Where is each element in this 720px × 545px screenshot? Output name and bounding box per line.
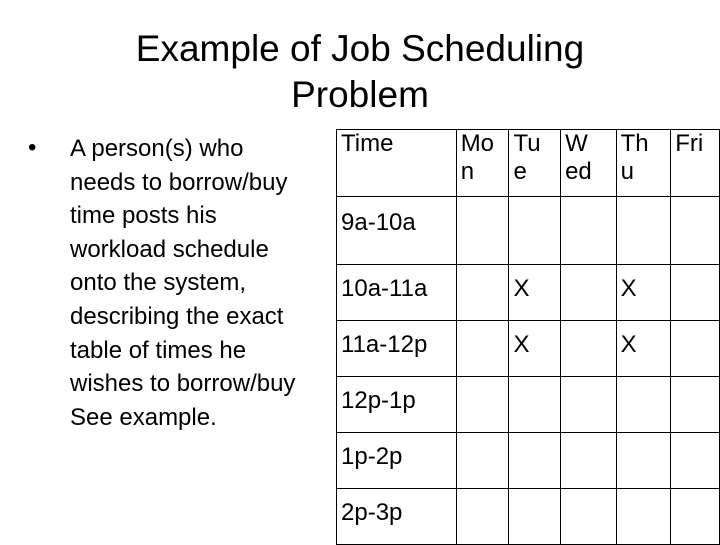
day-cell [509,197,561,265]
time-cell: 12p-1p [337,377,457,433]
table-header-row [337,130,720,197]
time-cell: 11a-12p [337,321,457,377]
day-cell [561,377,617,433]
bullet-line: needs to borrow/buy [70,168,288,196]
day-cell [616,377,671,433]
bullet-line: onto the system, [70,269,247,297]
bullet-icon: • [28,134,37,161]
day-cell [456,197,509,265]
day-cell [456,377,509,433]
day-cell [456,265,509,321]
day-cell [509,433,561,489]
day-cell: X [509,265,561,321]
day-cell [616,433,671,489]
day-cell [509,489,561,545]
header-cell-tue [509,130,561,197]
table-row [337,377,720,433]
day-cell: X [509,321,561,377]
time-cell: 9a-10a [337,197,457,265]
day-cell [561,489,617,545]
header-text: ed [565,158,592,185]
time-cell: 1p-2p [337,433,457,489]
day-cell [561,197,617,265]
slide-title-line-2: Problem [291,74,429,115]
day-cell [671,321,720,377]
header-text: e [513,158,527,185]
header-text: Time [341,130,394,157]
schedule-table [336,129,720,545]
day-cell [671,197,720,265]
bullet-line: A person(s) who [70,135,244,162]
header-text: Th [620,130,649,157]
day-cell [561,433,617,489]
header-cell-time [337,130,457,197]
header-text: u [620,158,634,185]
day-cell: X [616,321,671,377]
bullet-line: See example. [70,403,217,431]
header-text: n [460,158,475,185]
day-cell [671,377,720,433]
table-row [337,321,720,377]
header-cell-thu [616,130,671,197]
bullet-text [70,132,360,434]
header-text: W [565,130,588,157]
day-cell [616,489,671,545]
day-cell [671,489,720,545]
slide-title [0,26,720,118]
day-cell [671,265,720,321]
table-row [337,197,720,265]
day-cell [616,197,671,265]
day-cell: X [616,265,671,321]
bullet-line: table of times he [70,336,247,364]
slide-title-line-1: Example of Job Scheduling [135,28,585,69]
day-cell [561,321,617,377]
time-cell: 2p-3p [337,489,457,545]
day-cell [671,433,720,489]
bullet-line: workload schedule [70,235,269,263]
header-cell-wed [561,130,617,197]
bullet-line: wishes to borrow/buy [70,370,296,398]
day-cell [509,377,561,433]
header-cell-fri [671,130,720,197]
time-cell: 10a-11a [337,265,457,321]
header-cell-mon [456,130,509,197]
bullet-line: time posts his [70,202,217,230]
day-cell [456,321,509,377]
day-cell [561,265,617,321]
table-row [337,433,720,489]
table-row [337,489,720,545]
table-row [337,265,720,321]
header-text: Tu [513,130,541,157]
header-text: Fri [675,130,704,157]
day-cell [456,489,509,545]
day-cell [456,433,509,489]
bullet-line: describing the exact [70,302,284,330]
header-text: Mo [460,130,495,157]
